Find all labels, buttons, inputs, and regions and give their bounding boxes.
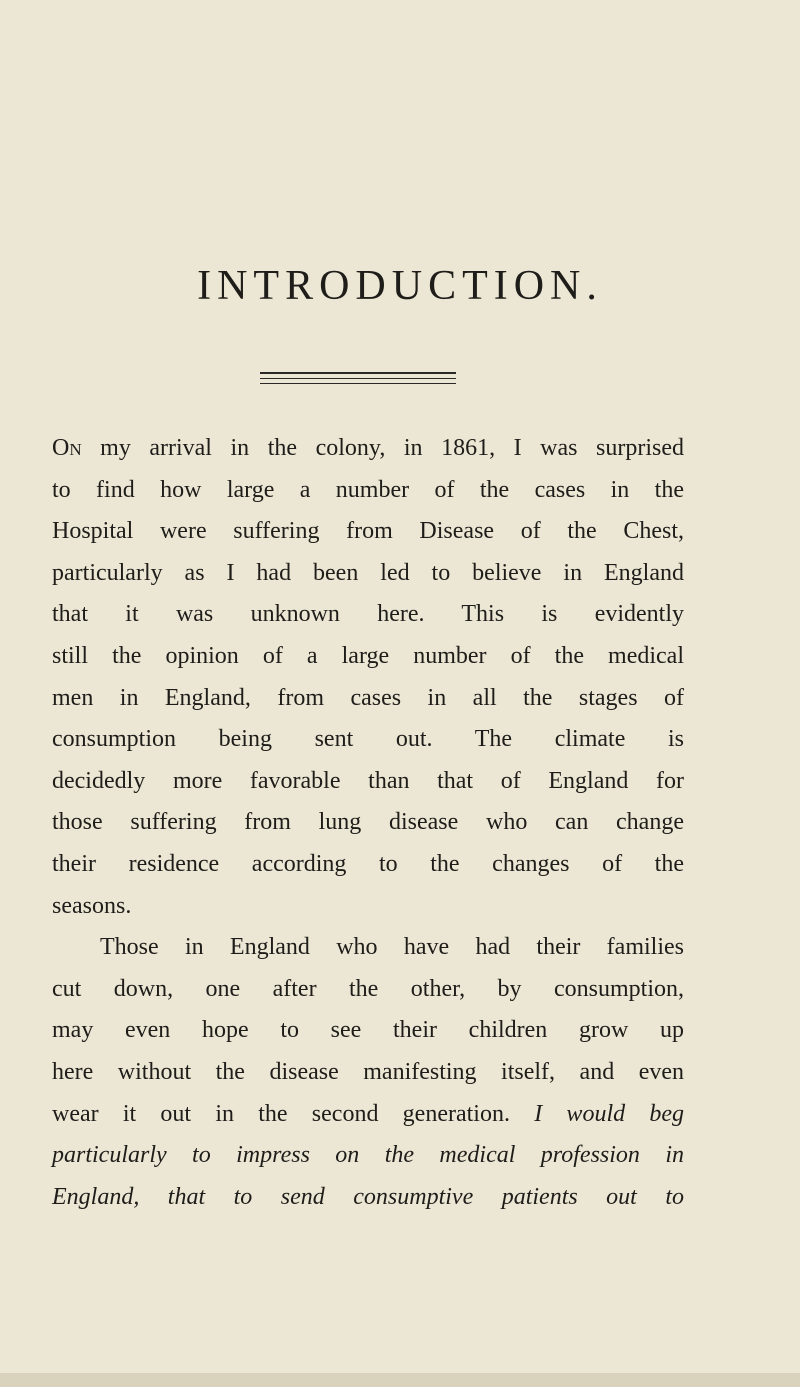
text-line: particularly to impress on the medical profession in <box>52 1142 684 1169</box>
text-line: may even hope to see their children grow up <box>52 1017 684 1044</box>
page-title: INTRODUCTION. <box>197 263 603 309</box>
opening-word: On <box>52 435 82 461</box>
text-line: wear it out in the second generation. I would beg <box>52 1100 684 1127</box>
text-line: Hospital were suffering from Disease of the Chest, <box>52 518 684 545</box>
text-line: consumption being sent out. The climate is <box>52 726 684 753</box>
text-line: England, that to send consumptive patients out to <box>52 1183 684 1210</box>
text-line: cut down, one after the other, by consumption, <box>52 975 684 1002</box>
page-bottom-edge <box>0 1373 800 1387</box>
text-line: still the opinion of a large number of the medical <box>52 642 684 669</box>
text-line: particularly as I had been led to believe in England <box>52 559 684 586</box>
body-text <box>52 428 684 1218</box>
paragraph-2 <box>52 927 684 1218</box>
title-rule-top <box>260 372 456 374</box>
text-line: that it was unknown here. This is evidently <box>52 601 684 628</box>
title-rule-bottom <box>260 383 456 384</box>
paragraph-1 <box>52 428 684 927</box>
text-line: On my arrival in the colony, in 1861, I was surprised <box>52 435 684 461</box>
text-line: their residence according to the changes of the <box>52 850 684 877</box>
text-line: here without the disease manifesting itself, and even <box>52 1058 684 1085</box>
text-line: men in England, from cases in all the stages of <box>52 684 684 711</box>
title-rule-middle <box>260 378 456 379</box>
text-line: Those in England who have had their families <box>100 934 684 961</box>
text-line: decidedly more favorable than that of England for <box>52 767 684 794</box>
text-line: those suffering from lung disease who can change <box>52 809 684 836</box>
text-line: to find how large a number of the cases in the <box>52 476 684 503</box>
text-line: seasons. <box>52 892 132 919</box>
